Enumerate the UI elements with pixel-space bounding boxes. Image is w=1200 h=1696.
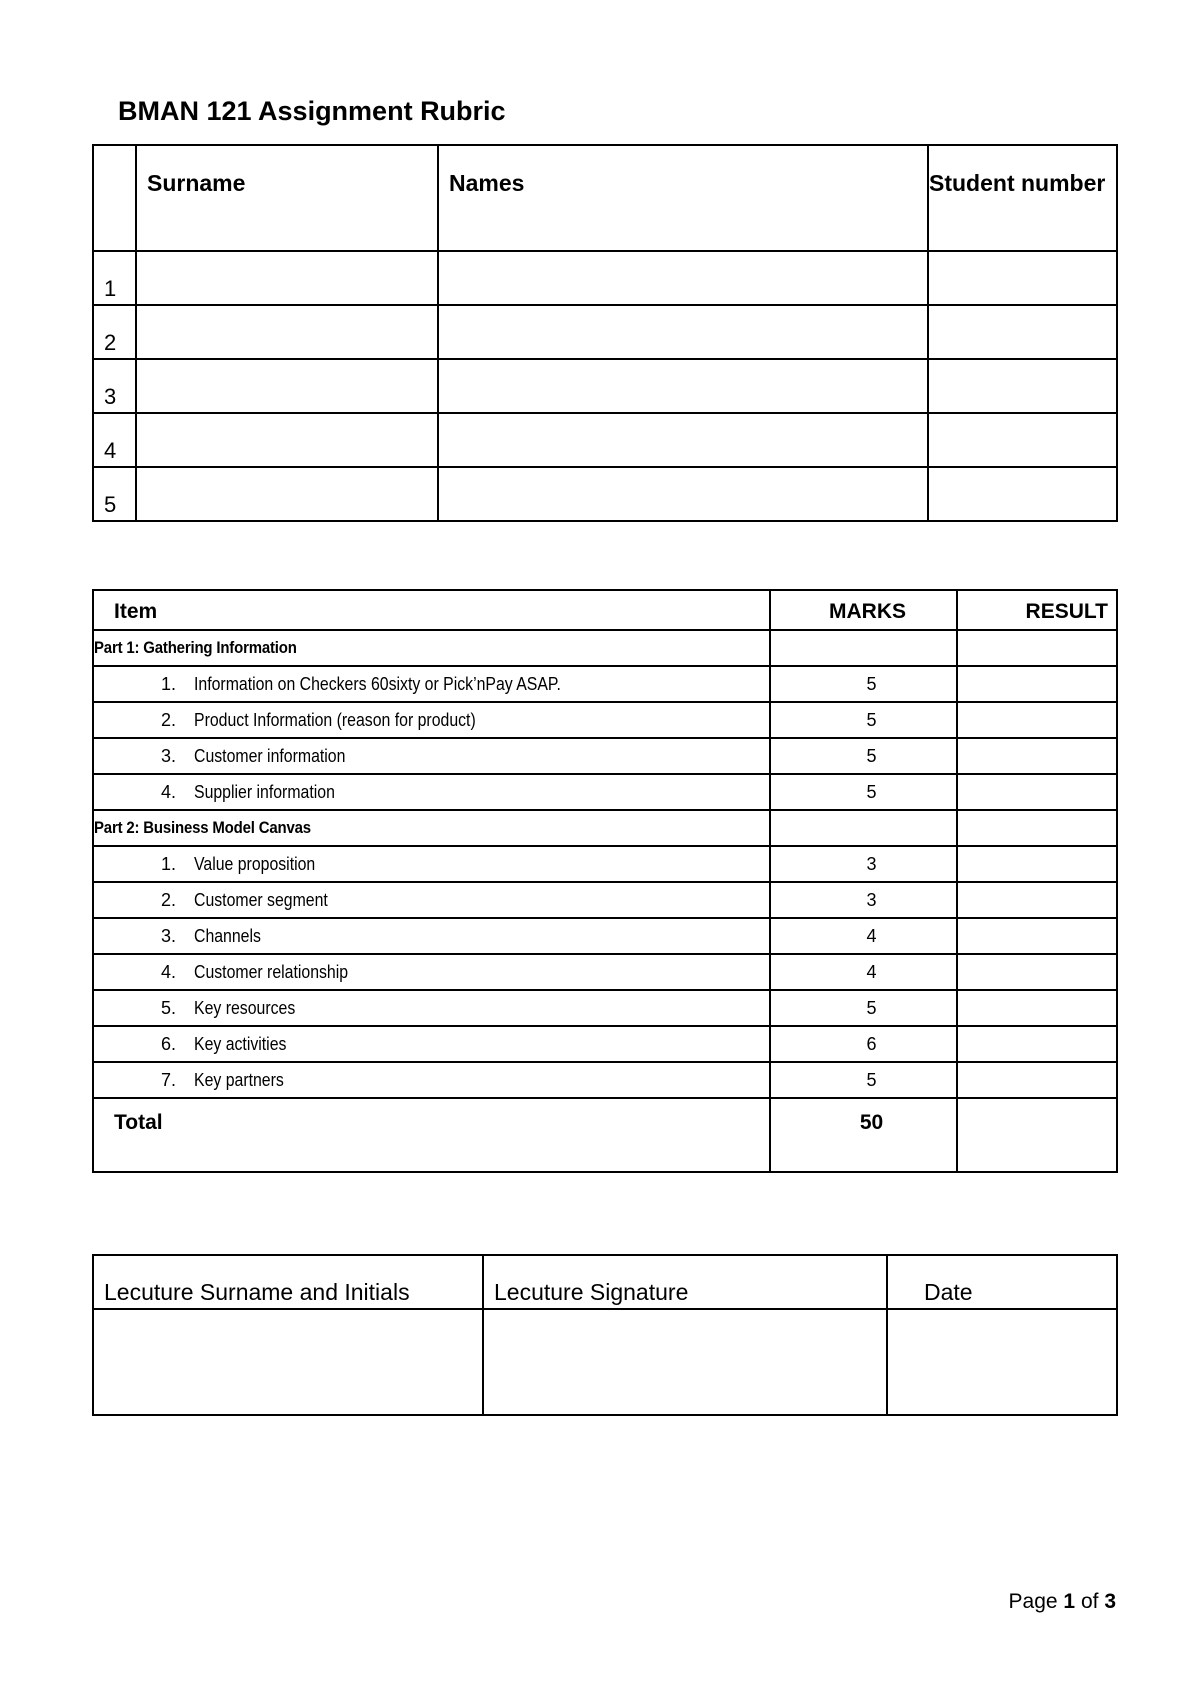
row-number: 2: [93, 305, 136, 359]
result-cell[interactable]: [957, 702, 1117, 738]
result-cell[interactable]: [957, 918, 1117, 954]
result-cell[interactable]: [957, 738, 1117, 774]
student-details-table: [92, 144, 1118, 522]
total-row: [93, 1098, 1117, 1172]
marks-cell: 5: [770, 990, 957, 1026]
student-number-cell[interactable]: [928, 359, 1117, 413]
student-row: [93, 413, 1117, 467]
student-table-header: [93, 145, 1117, 251]
result-cell[interactable]: [957, 846, 1117, 882]
marks-cell: 3: [770, 882, 957, 918]
student-number-cell[interactable]: [928, 251, 1117, 305]
names-cell[interactable]: [438, 305, 928, 359]
result-cell[interactable]: [957, 990, 1117, 1026]
row-number: 4: [93, 413, 136, 467]
rubric-item-row: [93, 1026, 1117, 1062]
marks-header: MARKS: [770, 590, 957, 630]
student-number-cell[interactable]: [928, 413, 1117, 467]
item-cell: 5. Key resources: [93, 990, 770, 1026]
marks-cell: 5: [770, 774, 957, 810]
result-cell[interactable]: [957, 1026, 1117, 1062]
total-label: Total: [93, 1098, 770, 1172]
marks-cell: 5: [770, 1062, 957, 1098]
marks-cell: 5: [770, 738, 957, 774]
rubric-item-row: [93, 918, 1117, 954]
rubric-item-row: [93, 774, 1117, 810]
marks-cell: 4: [770, 954, 957, 990]
row-number: 5: [93, 467, 136, 521]
result-cell[interactable]: [957, 666, 1117, 702]
student-row: [93, 359, 1117, 413]
document-title: BMAN 121 Assignment Rubric: [118, 96, 506, 126]
item-cell: 1. Value proposition: [93, 846, 770, 882]
surname-header: Surname: [136, 145, 438, 251]
item-cell: 4. Supplier information: [93, 774, 770, 810]
surname-cell[interactable]: [136, 467, 438, 521]
of-label: of: [1080, 1590, 1099, 1613]
section-row: [93, 630, 1117, 666]
rubric-item-row: [93, 666, 1117, 702]
item-cell: 2. Customer segment: [93, 882, 770, 918]
date-cell[interactable]: [887, 1309, 1117, 1415]
rubric-item-row: [93, 1062, 1117, 1098]
lecturer-signature-header: Lecuture Signature: [483, 1255, 887, 1309]
surname-cell[interactable]: [136, 251, 438, 305]
item-cell: 6. Key activities: [93, 1026, 770, 1062]
rubric-item-row: [93, 882, 1117, 918]
names-cell[interactable]: [438, 467, 928, 521]
item-cell: 1. Information on Checkers 60sixty or Pick’nPay ASAP.: [93, 666, 770, 702]
marks-cell: 4: [770, 918, 957, 954]
result-cell[interactable]: [957, 954, 1117, 990]
row-number: 1: [93, 251, 136, 305]
rubric-item-row: [93, 738, 1117, 774]
student-row: [93, 251, 1117, 305]
item-header: Item: [93, 590, 770, 630]
result-cell[interactable]: [957, 774, 1117, 810]
surname-cell[interactable]: [136, 305, 438, 359]
student-row: [93, 467, 1117, 521]
marks-cell: 5: [770, 702, 957, 738]
total-result-cell[interactable]: [957, 1098, 1117, 1172]
item-cell: 7. Key partners: [93, 1062, 770, 1098]
item-cell: 2. Product Information (reason for product): [93, 702, 770, 738]
total-pages: 3: [1104, 1590, 1116, 1613]
student-row: [93, 305, 1117, 359]
marks-cell: 5: [770, 666, 957, 702]
lecturer-entry-row: [93, 1309, 1117, 1415]
total-marks: 50: [770, 1098, 957, 1172]
marks-cell: 3: [770, 846, 957, 882]
current-page: 1: [1063, 1590, 1076, 1613]
result-cell[interactable]: [957, 810, 1117, 846]
rubric-item-row: [93, 846, 1117, 882]
rubric-item-row: [93, 990, 1117, 1026]
section-row: [93, 810, 1117, 846]
lecturer-surname-header: Lecuture Surname and Initials: [93, 1255, 483, 1309]
page-number: [1009, 1590, 1116, 1614]
rubric-item-row: [93, 954, 1117, 990]
student-number-cell[interactable]: [928, 467, 1117, 521]
names-cell[interactable]: [438, 359, 928, 413]
item-cell: 4. Customer relationship: [93, 954, 770, 990]
names-cell[interactable]: [438, 251, 928, 305]
surname-cell[interactable]: [136, 413, 438, 467]
lecturer-signature-cell[interactable]: [483, 1309, 887, 1415]
lecturer-sign-off-table: [92, 1254, 1118, 1416]
names-header: Names: [438, 145, 928, 251]
result-cell[interactable]: [957, 1062, 1117, 1098]
surname-cell[interactable]: [136, 359, 438, 413]
section-title: Part 2: Business Model Canvas: [93, 810, 770, 846]
section-title: Part 1: Gathering Information: [93, 630, 770, 666]
lecturer-surname-cell[interactable]: [93, 1309, 483, 1415]
marks-cell: [770, 630, 957, 666]
student-number-cell[interactable]: [928, 305, 1117, 359]
marks-cell: [770, 810, 957, 846]
result-cell[interactable]: [957, 630, 1117, 666]
lecturer-header-row: [93, 1255, 1117, 1309]
item-cell: 3. Channels: [93, 918, 770, 954]
date-header: Date: [887, 1255, 1117, 1309]
item-cell: 3. Customer information: [93, 738, 770, 774]
student-number-header: Student number: [928, 145, 1117, 251]
row-number: 3: [93, 359, 136, 413]
result-header: RESULT: [957, 590, 1117, 630]
index-header-cell: [93, 145, 136, 251]
marks-cell: 6: [770, 1026, 957, 1062]
page-label: Page: [1008, 1590, 1058, 1613]
result-cell[interactable]: [957, 882, 1117, 918]
rubric-header-row: [93, 590, 1117, 630]
rubric-item-row: [93, 702, 1117, 738]
names-cell[interactable]: [438, 413, 928, 467]
rubric-table: [92, 589, 1118, 1173]
